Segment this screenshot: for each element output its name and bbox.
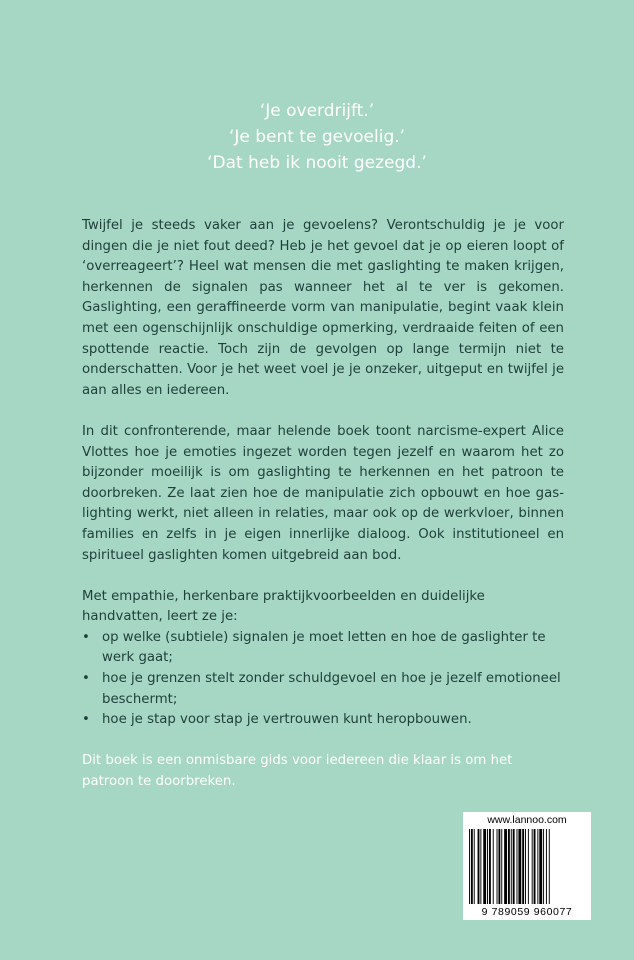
list-item: • hoe je grenzen stelt zonder schuldgevoel en hoe je jezelf emotioneel beschermt; xyxy=(82,671,561,707)
publisher-url: www.lannoo.com xyxy=(487,814,567,826)
blurb-text xyxy=(82,216,564,813)
closing-statement: Dit boek is een onmisbare gids voor iedereen die klaar is om het patroon te doorbreken. xyxy=(82,753,513,790)
barcode-bars xyxy=(467,829,587,904)
paragraph-description: In dit confronterende, maar helende boek toont narcisme-expert Alice Vlottes hoe je emoties ingezet worden tegen jezelf en waarom het zo bijzonder moeilijk is om gaslighting te herkennen en het patroon te doorbreken. Ze laat zien hoe de manipulatie zich opbouwt en hoe gaslighting werkt, niet alleen in relaties, maar ook op de werkvloer, binnen families en zelfs in je eigen innerlijke dialoog. Ook institutioneel en spiritueel gaslighten komen uitgebreid aan bod. xyxy=(82,423,564,563)
list-intro: Met empathie, herkenbare praktijkvoorbeelden en duidelijke handvatten, leert ze je: xyxy=(82,588,485,625)
benefit-list xyxy=(82,628,564,731)
cover-quotes xyxy=(0,98,634,176)
quote-3: ‘Dat heb ik nooit gezegd.’ xyxy=(207,153,427,173)
isbn-number: 9 789059 960077 xyxy=(481,906,573,918)
bullet-icon: • xyxy=(82,629,90,645)
list-item: • op welke (subtiele) signalen je moet letten en hoe de gaslighter te werk gaat; xyxy=(82,629,546,666)
quote-2: ‘Je bent te gevoelig.’ xyxy=(228,127,406,147)
paragraph-intro: Twijfel je steeds vaker aan je gevoelens? Verontschuldig je je voor dingen die je niet fout deed? Heb je het gevoel dat je op eieren loopt of ‘overreageert’? Heel wat mensen die met gaslighting te maken krijgen, herkennen de signalen pas wanneer het al te ver is gekomen. Gaslighting, een geraffineerde vorm van manipulatie, begint vaak klein met een ogenschijnlijk onschuldige opmerking, verdraaide feiten of een spottende reactie. Toch zijn de gevolgen op lange termijn niet te onderschatten. Voor je het weet voel je je onzeker, uitgeput en twijfel je aan alles en iedereen. xyxy=(82,218,564,398)
list-item: • hoe je stap voor stap je vertrouwen kunt heropbouwen. xyxy=(82,710,564,731)
bullet-icon: • xyxy=(82,712,90,728)
barcode xyxy=(463,812,591,920)
bullet-icon: • xyxy=(82,671,90,687)
quote-1: ‘Je overdrijft.’ xyxy=(259,101,375,121)
